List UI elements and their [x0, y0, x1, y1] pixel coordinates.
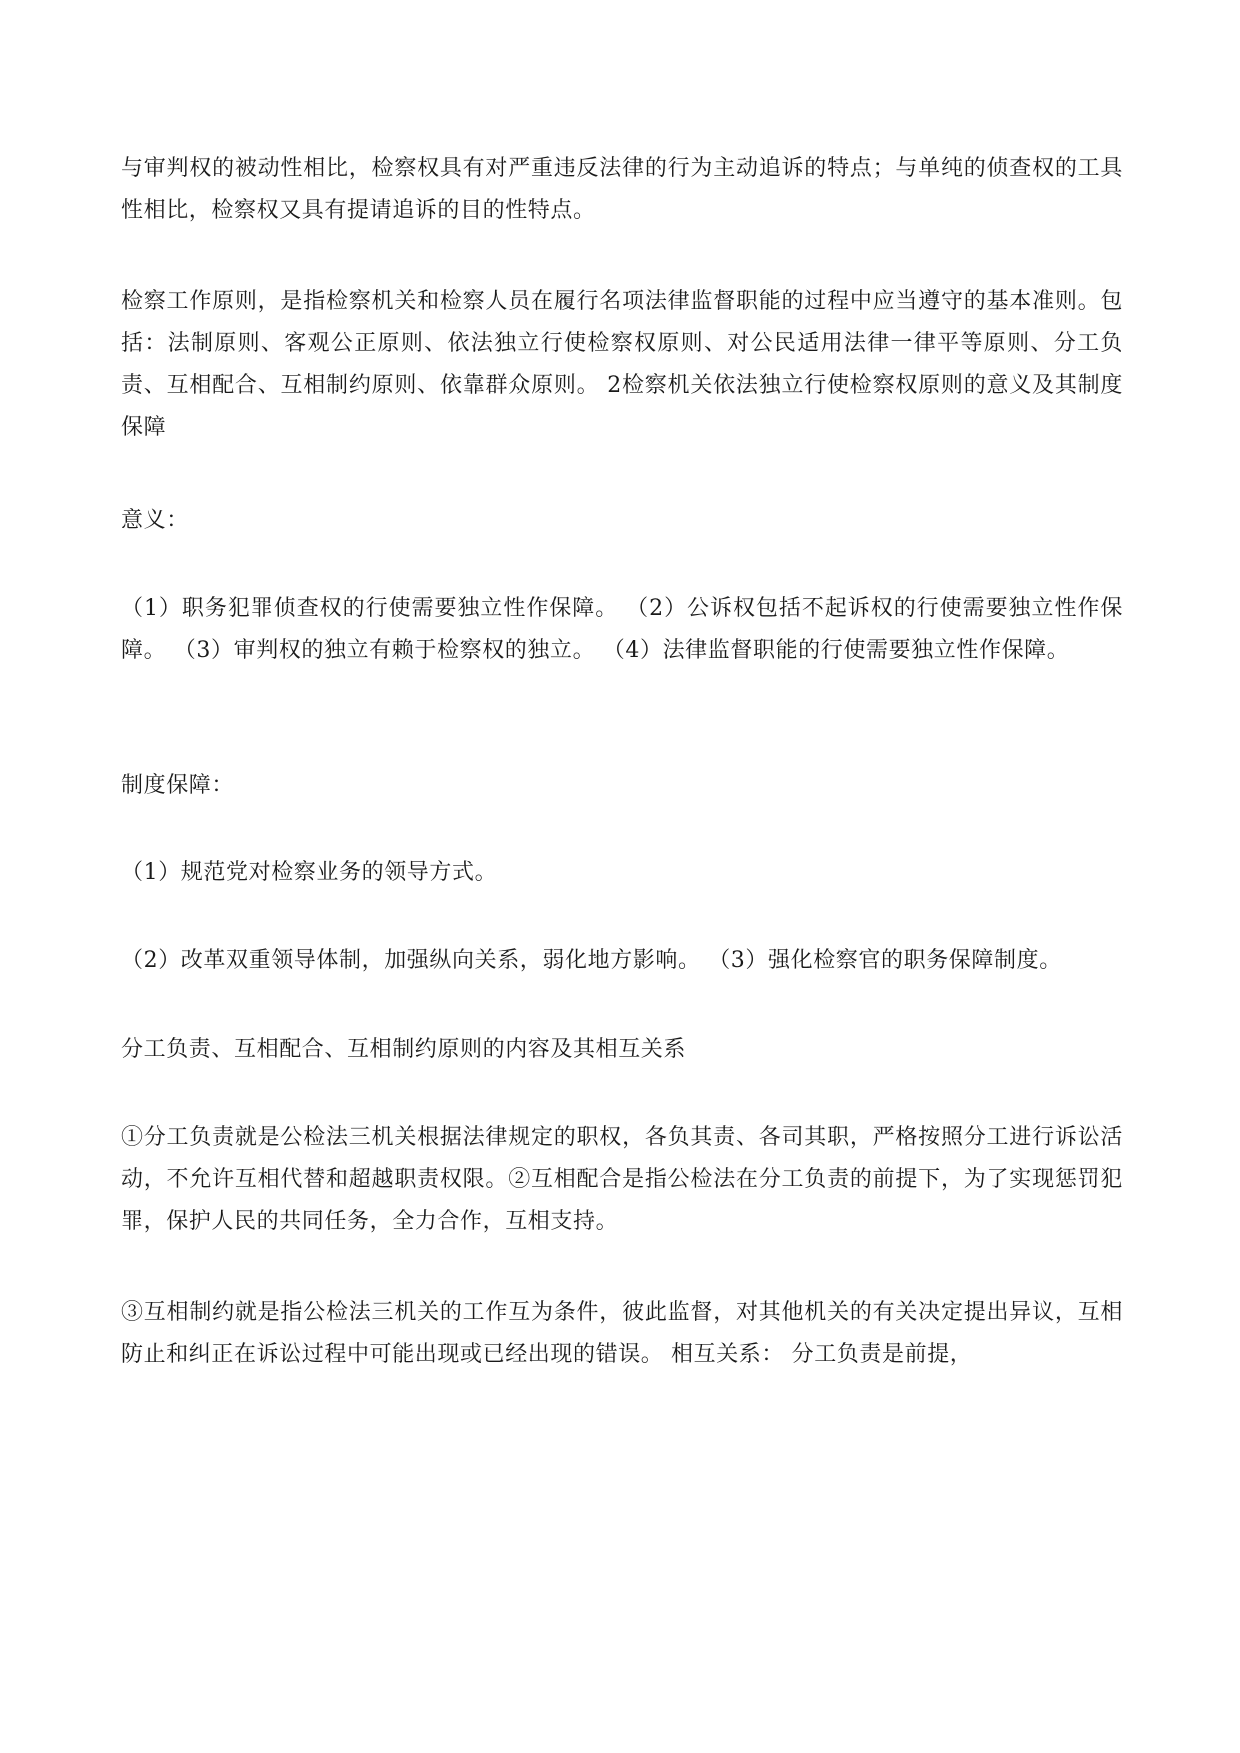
paragraph-mutual-restraint: ③互相制约就是指公检法三机关的工作互为条件，彼此监督，对其他机关的有关决定提出异议，互相防止和纠正在诉讼过程中可能出现或已经出现的错误。 相互关系： 分工负责是前提，	[121, 1300, 1123, 1367]
paragraph-significance-items: （1）职务犯罪侦查权的行使需要独立性作保障。 （2）公诉权包括不起诉权的行使需要独立性作保障。 （3）审判权的独立有赖于检察权的独立。 （4）法律监督职能的行使需要独立性作保障。	[121, 596, 1123, 663]
paragraph-prosecution-characteristics: 与审判权的被动性相比，检察权具有对严重违反法律的行为主动追诉的特点；与单纯的侦查权的工具性相比，检察权又具有提请追诉的目的性特点。	[121, 156, 1123, 223]
paragraph-division-cooperation: ①分工负责就是公检法三机关根据法律规定的职权，各负其责、各司其职，严格按照分工进行诉讼活动，不允许互相代替和超越职责权限。②互相配合是指公检法在分工负责的前提下，为了实现惩罚犯罪，保护人民的共同任务，全力合作，互相支持。	[121, 1125, 1123, 1234]
heading-institutional-guarantee: 制度保障：	[121, 773, 235, 798]
heading-significance: 意义：	[121, 508, 189, 533]
paragraph-prosecution-principles: 检察工作原则，是指检察机关和检察人员在履行名项法律监督职能的过程中应当遵守的基本准则。包括：法制原则、客观公正原则、依法独立行使检察权原则、对公民适用法律一律平等原则、分工负责、互相配合、互相制约原则、依靠群众原则。 2检察机关依法独立行使检察权原则的意义及其制度保障	[121, 289, 1123, 440]
paragraph-guarantee-items-2-3: （2）改革双重领导体制，加强纵向关系，弱化地方影响。 （3）强化检察官的职务保障制度。	[121, 948, 1062, 973]
paragraph-guarantee-item-1: （1）规范党对检察业务的领导方式。	[121, 860, 498, 885]
heading-division-principle: 分工负责、互相配合、互相制约原则的内容及其相互关系	[121, 1037, 687, 1062]
